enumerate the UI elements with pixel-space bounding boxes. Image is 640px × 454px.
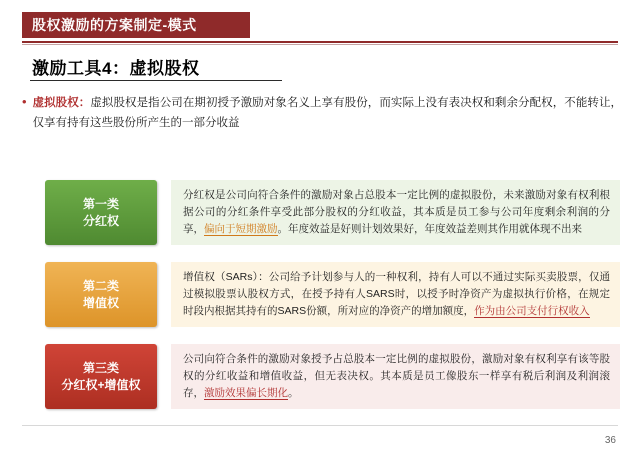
desc-1-part-1: 分红权是公司向符合条件的激励对象占总股本一定比例的虚拟股份，未来激励对象有权利根据公司的分红条件享受此部分股权的分红收益，其本质是员工参与公司年度剩余利润的分享， [183,189,610,235]
intro-lead-label: 虚拟股权： [32,97,91,109]
category-description-3 [171,344,620,409]
desc-3-part-3: 。 [288,387,299,399]
category-tag-1 [45,180,157,245]
page-title: 激励工具4：虚拟股权 [32,59,200,78]
category-description-2 [171,262,620,327]
intro-text-wrapper [33,93,622,133]
list-item [45,180,620,245]
desc-3-part-1: 公司向符合条件的激励对象授予占总股本一定比例的虚拟股份，激励对象有权利享有该等股权的分红收益和增值收益，但无表决权。其本质是员工像股东一样享有税后利润及利润滚存， [183,353,610,399]
desc-3-highlight: 激励效果偏长期化 [204,387,288,399]
desc-1-part-3: 。年度效益是好则计划效果好，年度效益差则其作用就体现不出来 [277,223,582,235]
page-title-underline [30,80,282,81]
intro-body-text: 虚拟股权是指公司在期初授予激励对象名义上享有股份，而实际上没有表决权和剩余分配权，不能转让，仅享有持有这些股份所产生的一部分收益 [32,97,622,129]
bullet-dot-icon: • [22,94,27,109]
category-tag-2-line-2: 增值权 [82,295,119,310]
category-tag-2-line-1: 第二类 [82,278,119,293]
intro-bullet [22,93,622,133]
category-tag-2 [45,262,157,327]
category-tag-1-line-1: 第一类 [82,196,119,211]
category-tag-3-line-1: 第三类 [82,360,119,375]
header-banner-title: 股权激励的方案制定-模式 [32,17,197,33]
footer-divider [22,425,618,426]
header-banner [22,12,250,38]
category-tag-1-line-2: 分红权 [82,213,119,228]
list-item [45,262,620,327]
header-divider-primary [22,41,618,43]
desc-2-highlight: 作为由公司支付行权收入 [474,305,590,317]
page-number: 36 [604,435,616,446]
category-tag-3 [45,344,157,409]
category-description-1 [171,180,620,245]
category-tag-3-line-2: 分红权+增值权 [61,377,141,392]
desc-2-part-1: 增值权（SARs）：公司给予计划参与人的一种权利，持有人可以不通过实际买卖股票，仅通过模拟股票认股权方式，在授予持有人SARS时，以授予时净资产为虚拟执行价格，在规定时段内根据其持有的SARS份额，所对应的净资产的增加额度， [183,271,610,317]
header-divider-secondary [22,44,618,45]
list-item [45,344,620,409]
desc-1-highlight: 偏向于短期激励 [204,223,278,235]
